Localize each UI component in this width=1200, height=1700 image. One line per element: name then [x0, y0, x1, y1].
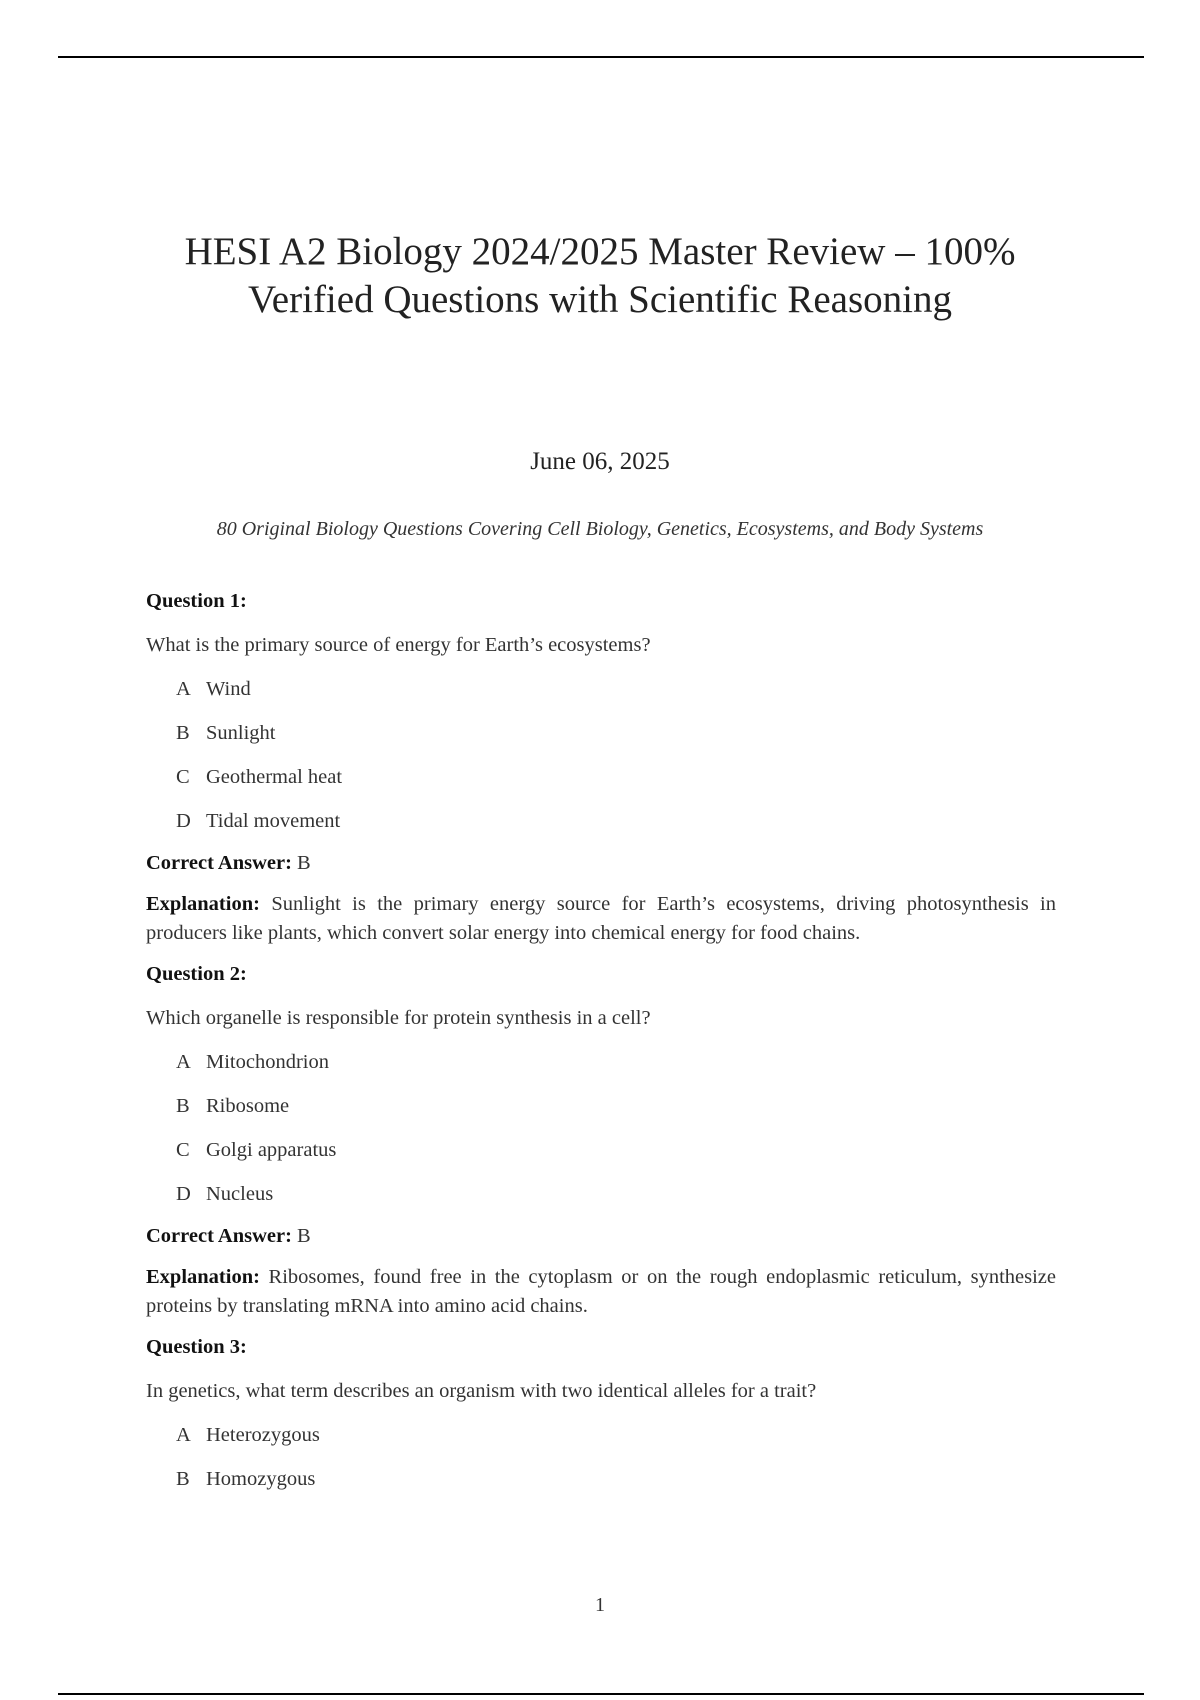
questions-section [146, 586, 1056, 1506]
option-letter: A [176, 1051, 191, 1073]
option-letter: B [176, 1095, 190, 1117]
option-item [146, 1464, 1056, 1494]
option-letter: C [176, 1139, 190, 1161]
explanation-text: Sunlight is the primary energy source for Earth’s ecosystems, driving photosynthesis in producers like plants, which convert solar energy into chemical energy for food chains. [146, 893, 1056, 944]
page-number: 1 [595, 1594, 605, 1616]
option-text: Golgi apparatus [206, 1139, 337, 1161]
explanation-label: Explanation: [146, 893, 260, 915]
option-text: Ribosome [206, 1095, 290, 1117]
option-item [146, 1420, 1056, 1450]
option-text: Tidal movement [206, 810, 341, 832]
correct-answer [146, 848, 1056, 878]
option-text: Heterozygous [206, 1424, 320, 1446]
option-letter: A [176, 678, 191, 700]
question-block [146, 1332, 1056, 1494]
correct-answer-label: Correct Answer: [146, 1225, 292, 1247]
option-item [146, 762, 1056, 792]
option-list [146, 1420, 1056, 1494]
option-item [146, 718, 1056, 748]
option-letter: C [176, 766, 190, 788]
option-item [146, 1179, 1056, 1209]
question-label: Question 2: [146, 963, 247, 985]
correct-answer-value: B [297, 852, 311, 874]
document-title [100, 228, 1100, 324]
option-text: Nucleus [206, 1183, 274, 1205]
question-label: Question 1: [146, 590, 247, 612]
question-text: Which organelle is responsible for protein synthesis in a cell? [146, 1007, 651, 1029]
option-letter: D [176, 1183, 191, 1205]
explanation-label: Explanation: [146, 1266, 260, 1288]
option-text: Sunlight [206, 722, 276, 744]
title-line-2: Verified Questions with Scientific Reasoning [247, 278, 953, 321]
option-item [146, 1135, 1056, 1165]
document-subtitle: 80 Original Biology Questions Covering Cell Biology, Genetics, Ecosystems, and Body Systems [216, 518, 984, 540]
top-rule [58, 56, 1144, 58]
option-text: Homozygous [206, 1468, 316, 1490]
option-text: Mitochondrion [206, 1051, 329, 1073]
question-block [146, 586, 1056, 947]
explanation [146, 890, 1056, 947]
option-list [146, 674, 1056, 836]
question-block [146, 959, 1056, 1320]
option-letter: B [176, 1468, 190, 1490]
title-line-1: HESI A2 Biology 2024/2025 Master Review – 100% [184, 230, 1016, 273]
question-label: Question 3: [146, 1336, 247, 1358]
option-item [146, 674, 1056, 704]
option-item [146, 1047, 1056, 1077]
option-text: Wind [206, 678, 251, 700]
option-letter: A [176, 1424, 191, 1446]
document-date: June 06, 2025 [530, 448, 670, 475]
correct-answer-label: Correct Answer: [146, 852, 292, 874]
explanation [146, 1263, 1056, 1320]
option-letter: D [176, 810, 191, 832]
correct-answer [146, 1221, 1056, 1251]
option-letter: B [176, 722, 190, 744]
option-item [146, 806, 1056, 836]
option-list [146, 1047, 1056, 1209]
correct-answer-value: B [297, 1225, 311, 1247]
question-text: What is the primary source of energy for Earth’s ecosystems? [146, 634, 651, 656]
option-item [146, 1091, 1056, 1121]
explanation-text: Ribosomes, found free in the cytoplasm or on the rough endoplasmic reticulum, synthesize proteins by translating mRNA into amino acid chains. [146, 1266, 1057, 1317]
question-text: In genetics, what term describes an organism with two identical alleles for a trait? [146, 1380, 817, 1402]
bottom-rule [58, 1693, 1144, 1695]
option-text: Geothermal heat [206, 766, 343, 788]
